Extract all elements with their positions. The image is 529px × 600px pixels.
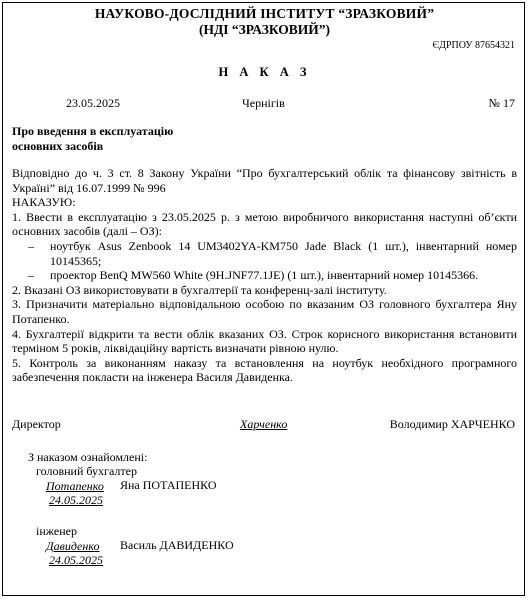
order-item-2: 2. Вказані ОЗ використовувати в бухгалтерії та конференц-залі інституту.: [12, 282, 387, 297]
ack-signature-accountant: Потапенко: [46, 479, 104, 493]
subject-line-2: основних засобів: [12, 139, 104, 153]
ack-position-engineer: інженер: [36, 524, 77, 538]
document-body: [12, 166, 517, 385]
asset-item-projector: [12, 268, 517, 283]
document-title: Н А К А З: [218, 65, 311, 79]
ack-signature-engineer: Давиденко: [46, 539, 100, 553]
ack-position-accountant: головний бухгалтер: [36, 464, 137, 478]
ack-date-accountant: 24.05.2025: [49, 493, 103, 507]
organization-short-name: (НДІ “ЗРАЗКОВИЙ”): [198, 22, 331, 37]
document-number: № 17: [488, 96, 515, 110]
bullet-dash: –: [28, 268, 34, 283]
ack-date-engineer: 24.05.2025: [49, 553, 103, 567]
asset-item-text: ноутбук Asus Zenbook 14 UM3402YA-KM750 Jade Black (1 шт.), інвентарний номер 10145365;: [50, 238, 517, 268]
bullet-dash: –: [28, 238, 34, 253]
signer-signature: Харченко: [240, 417, 288, 431]
asset-item-text: проектор BenQ MW560 White (9H.JNF77.1JE) (1 шт.), інвентарний номер 10145366.: [50, 268, 479, 283]
order-word: НАКАЗУЮ:: [12, 195, 76, 210]
signer-position: Директор: [12, 417, 61, 431]
order-item-1: 1. Ввести в експлуатацію з 23.05.2025 р. з метою виробничого використання наступні об’єкти основних засобів (далі – ОЗ):: [12, 209, 517, 239]
ack-name-accountant: Яна ПОТАПЕНКО: [120, 478, 217, 492]
order-item-4: 4. Бухгалтерії відкрити та вести облік вказаних ОЗ. Строк корисного використання встановити терміном 5 років, ліквідаційну вартість визначати рівною нулю.: [12, 326, 517, 356]
organization-name: НАУКОВО-ДОСЛІДНИЙ ІНСТИТУТ “ЗРАЗКОВИЙ”: [94, 6, 435, 21]
document-date: 23.05.2025: [66, 96, 120, 110]
subject-line-1: Про введення в експлуатацію: [12, 124, 174, 138]
order-item-3: 3. Призначити матеріально відповідальною особою по вказаним ОЗ головного бухгалтера Яну Потапенко.: [12, 297, 517, 326]
acknowledgement-heading: З наказом ознайомлені:: [28, 450, 148, 464]
signer-name: Володимир ХАРЧЕНКО: [389, 417, 515, 431]
edrpou-code: ЄДРПОУ 87654321: [432, 40, 515, 51]
document-subject: [12, 124, 173, 154]
document-city: Чернігів: [242, 96, 285, 110]
order-item-5: 5. Контроль за виконанням наказу та встановлення на ноутбук необхідного програмного забезпечення покласти на інженера Василя Давиденка.: [12, 355, 517, 385]
ack-name-engineer: Василь ДАВИДЕНКО: [120, 538, 234, 552]
asset-item-laptop: [12, 239, 517, 268]
legal-basis: Відповідно до ч. 3 ст. 8 Закону України “Про бухгалтерський облік та фінансову звітність в Україні” від 16.07.1999 № 996: [12, 166, 517, 195]
